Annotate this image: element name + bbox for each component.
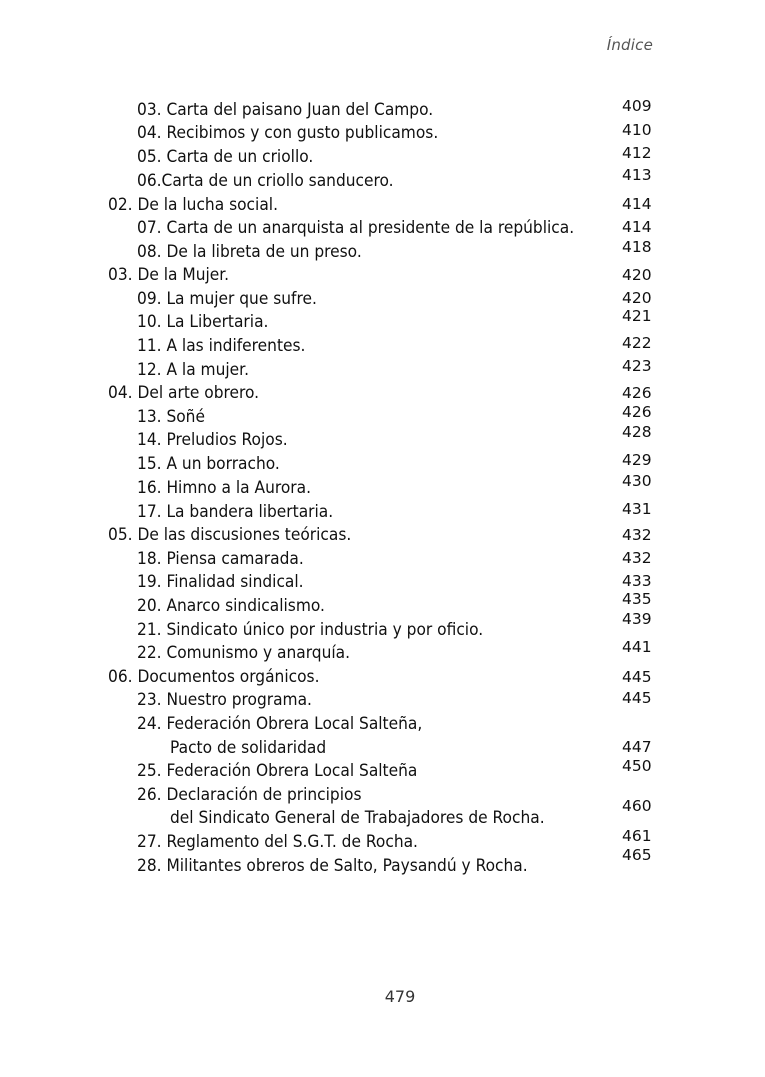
toc-entry-title: 07. Carta de un anarquista al presidente de la república. bbox=[137, 218, 575, 237]
toc-entry-title: del Sindicato General de Trabajadores de Rocha. bbox=[170, 808, 545, 827]
toc-entry-title: 27. Reglamento del S.G.T. de Rocha. bbox=[137, 832, 418, 851]
toc-entry bbox=[0, 502, 765, 526]
toc-entry bbox=[0, 846, 765, 880]
toc-entry-page: 412 bbox=[622, 144, 652, 162]
toc-entry-page: 460 bbox=[622, 797, 652, 815]
toc-entry-title: 17. La bandera libertaria. bbox=[137, 502, 334, 521]
toc-entry-page: 465 bbox=[622, 846, 652, 864]
toc-entry bbox=[0, 714, 765, 738]
toc-entry-page: 447 bbox=[622, 738, 652, 756]
toc-entry-title: 22. Comunismo y anarquía. bbox=[137, 643, 350, 662]
toc-entry-title: 28. Militantes obreros de Salto, Paysandú y Rocha. bbox=[137, 856, 528, 875]
toc-entry-page: 420 bbox=[622, 266, 652, 284]
toc-entry-page: 445 bbox=[622, 668, 652, 686]
toc-entry-title: 03. Carta del paisano Juan del Campo. bbox=[137, 100, 434, 119]
running-title: Índice bbox=[606, 36, 653, 54]
toc-entry-page: 422 bbox=[622, 334, 652, 352]
page-number: 479 bbox=[384, 987, 416, 1006]
toc-entry-title: 19. Finalidad sindical. bbox=[137, 572, 304, 591]
toc-entry-title: 11. A las indiferentes. bbox=[137, 336, 306, 355]
toc-entry-title: 20. Anarco sindicalismo. bbox=[137, 596, 325, 615]
toc-entry-title: 14. Preludios Rojos. bbox=[137, 430, 288, 449]
toc-entry-title: 13. Soñé bbox=[137, 407, 205, 426]
toc-entry bbox=[0, 549, 765, 573]
toc-entry-page: 421 bbox=[622, 307, 652, 325]
toc-entry bbox=[0, 166, 765, 195]
toc-entry-page: 429 bbox=[622, 451, 652, 469]
toc-entry-title: 02. De la lucha social. bbox=[108, 195, 278, 214]
toc-entry-page: 426 bbox=[622, 403, 652, 421]
toc-entry-page: 409 bbox=[622, 97, 652, 115]
toc-entry-title: 03. De la Mujer. bbox=[108, 265, 230, 284]
toc-entry-title: 10. La Libertaria. bbox=[137, 312, 269, 331]
toc-entry-title: 25. Federación Obrera Local Salteña bbox=[137, 761, 418, 780]
toc-entry-page: 450 bbox=[622, 757, 652, 775]
toc-entry-page: 420 bbox=[622, 289, 652, 307]
toc-entry bbox=[0, 525, 765, 549]
toc-entry bbox=[0, 238, 765, 266]
toc-entry-title: 26. Declaración de principios bbox=[137, 785, 362, 804]
toc-entry bbox=[0, 357, 765, 384]
toc-entry bbox=[0, 638, 765, 667]
toc-entry-page: 426 bbox=[622, 384, 652, 402]
toc-entry-page: 441 bbox=[622, 638, 652, 656]
toc-entry-title: 06. Documentos orgánicos. bbox=[108, 667, 320, 686]
toc-entry-page: 410 bbox=[622, 121, 652, 139]
toc-entry-page: 413 bbox=[622, 166, 652, 184]
toc-entry-title: 21. Sindicato único por industria y por oficio. bbox=[137, 620, 484, 639]
toc-entry-page: 418 bbox=[622, 238, 652, 256]
toc-entry-title: 05. Carta de un criollo. bbox=[137, 147, 314, 166]
toc-entry-page: 445 bbox=[622, 689, 652, 707]
toc-entry-title: 04. Del arte obrero. bbox=[108, 383, 260, 402]
toc-entry-title: 05. De las discusiones teóricas. bbox=[108, 525, 352, 544]
toc-entry-title: 23. Nuestro programa. bbox=[137, 690, 312, 709]
toc-entry-page: 414 bbox=[622, 218, 652, 236]
toc-entry-title: 09. La mujer que sufre. bbox=[137, 289, 317, 308]
table-of-contents bbox=[0, 97, 765, 890]
toc-entry bbox=[0, 265, 765, 289]
toc-entry-title: 18. Piensa camarada. bbox=[137, 549, 304, 568]
toc-entry-page: 428 bbox=[622, 423, 652, 441]
toc-entry-title: 08. De la libreta de un preso. bbox=[137, 242, 362, 261]
toc-entry bbox=[0, 195, 765, 219]
toc-entry-page: 432 bbox=[622, 549, 652, 567]
toc-entry-page: 461 bbox=[622, 827, 652, 845]
toc-entry-page: 432 bbox=[622, 526, 652, 544]
toc-entry-title: 12. A la mujer. bbox=[137, 360, 249, 379]
toc-entry-page: 435 bbox=[622, 590, 652, 608]
toc-entry-page: 433 bbox=[622, 572, 652, 590]
toc-entry-title: 15. A un borracho. bbox=[137, 454, 280, 473]
toc-entry-title: Pacto de solidaridad bbox=[170, 738, 327, 757]
toc-entry-title: 16. Himno a la Aurora. bbox=[137, 478, 312, 497]
toc-entry-page: 430 bbox=[622, 472, 652, 490]
toc-entry-page: 439 bbox=[622, 610, 652, 628]
toc-entry-page: 414 bbox=[622, 195, 652, 213]
toc-entry-page: 431 bbox=[622, 500, 652, 518]
toc-entry-title: 06.Carta de un criollo sanducero. bbox=[137, 171, 394, 190]
toc-entry-title: 24. Federación Obrera Local Salteña, bbox=[137, 714, 423, 733]
toc-entry-title: 04. Recibimos y con gusto publicamos. bbox=[137, 123, 439, 142]
toc-entry bbox=[0, 757, 765, 785]
toc-entry-page: 423 bbox=[622, 357, 652, 375]
toc-entry bbox=[0, 690, 765, 714]
